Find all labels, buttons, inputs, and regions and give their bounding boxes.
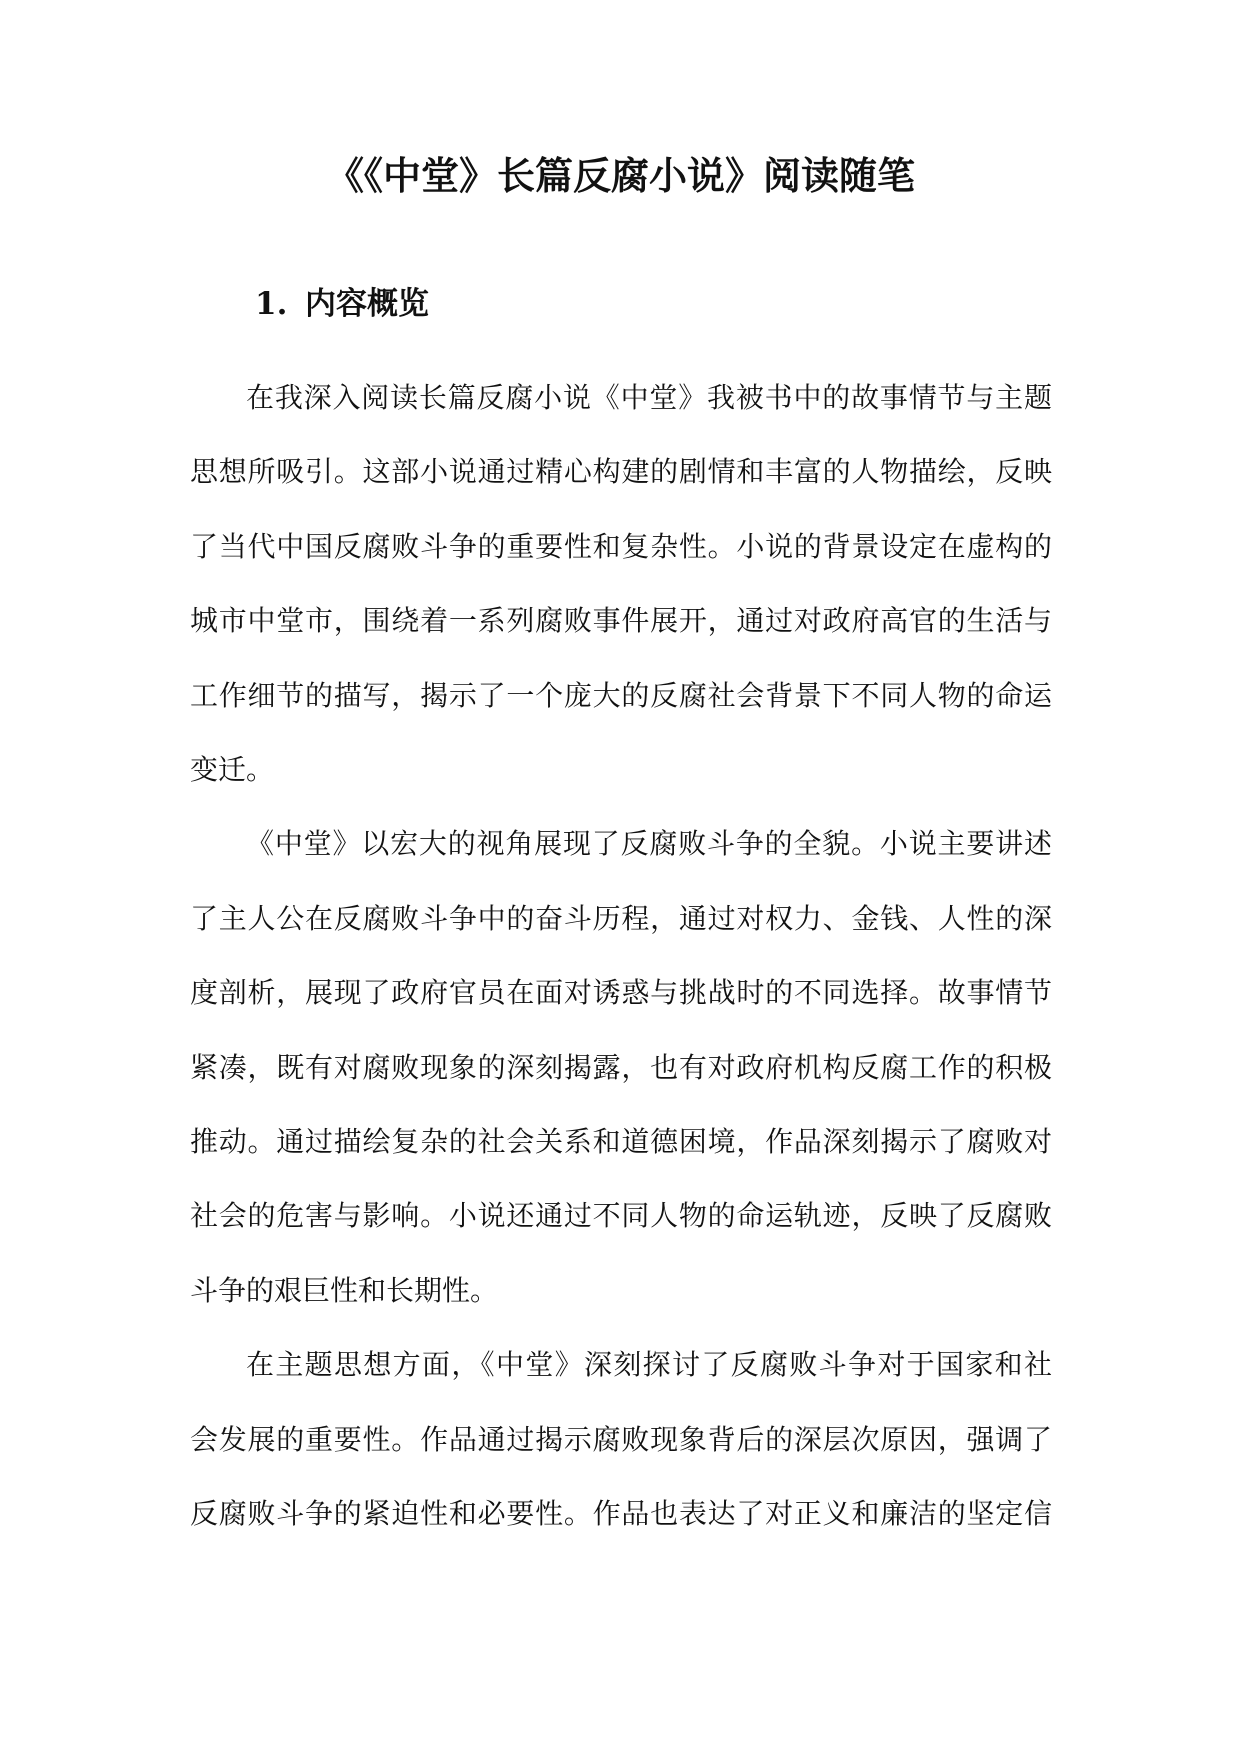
paragraph-line: 了主人公在反腐败斗争中的奋斗历程，通过对权力、金钱、人性的深 xyxy=(190,901,1052,935)
paragraph-line: 会发展的重要性。作品通过揭示腐败现象背后的深层次原因，强调了 xyxy=(190,1422,1052,1456)
paragraph-3 xyxy=(190,1328,1052,1551)
paragraph-2 xyxy=(190,807,1052,1328)
document-body xyxy=(190,361,1052,1552)
paragraph-line: 工作细节的描写，揭示了一个庞大的反腐社会背景下不同人物的命运 xyxy=(190,678,1052,712)
paragraph-line: 社会的危害与影响。小说还通过不同人物的命运轨迹，反映了反腐败 xyxy=(190,1199,1052,1233)
paragraph-line: 反腐败斗争的紧迫性和必要性。作品也表达了对正义和廉洁的坚定信 xyxy=(190,1497,1052,1531)
paragraph-1 xyxy=(190,361,1052,807)
paragraph-line: 了当代中国反腐败斗争的重要性和复杂性。小说的背景设定在虚构的 xyxy=(190,529,1052,563)
paragraph-line: 《中堂》以宏大的视角展现了反腐败斗争的全貌。小说主要讲述 xyxy=(246,827,1052,861)
document-title: 《《中堂》长篇反腐小说》阅读随笔 xyxy=(325,153,915,198)
paragraph-line: 度剖析，展现了政府官员在面对诱惑与挑战时的不同选择。故事情节 xyxy=(190,976,1052,1010)
section-heading-text: 内容概览 xyxy=(305,286,429,322)
paragraph-line: 斗争的艰巨性和长期性。 xyxy=(190,1273,499,1307)
paragraph-line: 在我深入阅读长篇反腐小说《中堂》我被书中的故事情节与主题 xyxy=(246,381,1052,414)
section-heading xyxy=(255,282,429,326)
paragraph-line: 思想所吸引。这部小说通过精心构建的剧情和丰富的人物描绘，反映 xyxy=(190,455,1052,489)
paragraph-line: 在主题思想方面，《中堂》深刻探讨了反腐败斗争对于国家和社 xyxy=(246,1348,1052,1382)
paragraph-line: 城市中堂市，围绕着一系列腐败事件展开，通过对政府高官的生活与 xyxy=(190,604,1052,638)
paragraph-line: 紧凑，既有对腐败现象的深刻揭露，也有对政府机构反腐工作的积极 xyxy=(190,1050,1052,1084)
paragraph-line: 推动。通过描绘复杂的社会关系和道德困境，作品深刻揭示了腐败对 xyxy=(190,1125,1052,1159)
section-number: 1. xyxy=(255,286,288,322)
paragraph-line: 变迁。 xyxy=(190,753,275,787)
